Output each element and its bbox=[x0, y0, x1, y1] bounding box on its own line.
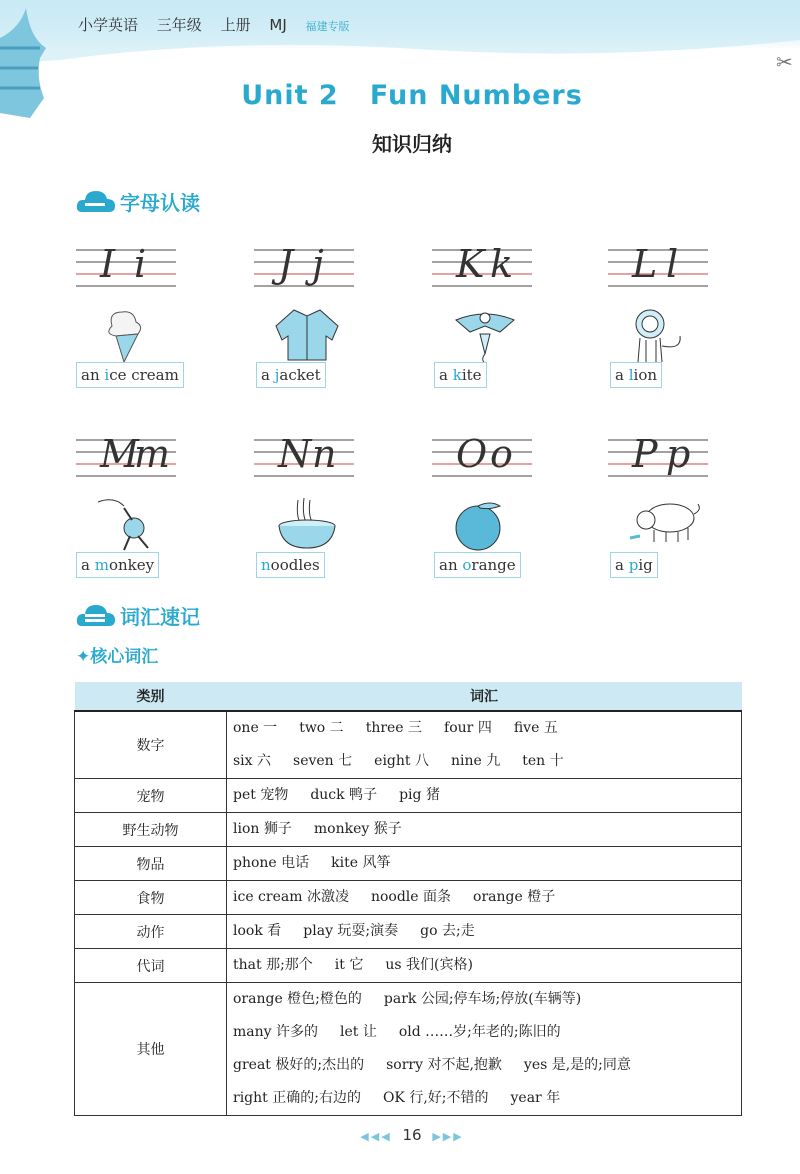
four-line-grid bbox=[76, 238, 176, 298]
vocab-line bbox=[233, 1016, 735, 1049]
section-vocab-head bbox=[76, 600, 200, 630]
ice-cream-icon bbox=[94, 306, 154, 370]
word-rest: range bbox=[471, 556, 516, 574]
word-prefix: a bbox=[81, 556, 95, 574]
vocab-table bbox=[74, 682, 742, 1116]
table-row bbox=[75, 847, 742, 881]
vocab-word: play 玩耍;演奏 bbox=[303, 923, 399, 939]
header-wave-decoration bbox=[0, 0, 800, 70]
cloud-icon bbox=[76, 602, 116, 628]
word-box bbox=[256, 552, 325, 578]
vocab-word: great 极好的;杰出的 bbox=[233, 1057, 365, 1073]
vocab-word: noodle 面条 bbox=[370, 889, 452, 905]
table-row bbox=[75, 711, 742, 779]
word-prefix: a bbox=[261, 366, 275, 384]
vocab-word: four 四 bbox=[444, 720, 492, 736]
uppercase-letter: N bbox=[278, 432, 312, 476]
vocab-word: many 许多的 bbox=[233, 1024, 318, 1040]
vocab-word: yes 是,是的;同意 bbox=[523, 1057, 631, 1073]
kite-icon bbox=[450, 306, 520, 370]
word-rest: ite bbox=[461, 366, 482, 384]
lowercase-letter: m bbox=[134, 432, 171, 476]
vocab-word: duck 鸭子 bbox=[310, 787, 378, 803]
section-letters-head bbox=[76, 186, 200, 216]
vocab-word: right 正确的;右边的 bbox=[233, 1090, 361, 1106]
lowercase-letter: n bbox=[312, 432, 337, 476]
vocab-word: seven 七 bbox=[293, 753, 353, 769]
vocab-word: pet 宠物 bbox=[233, 787, 289, 803]
vocab-cell bbox=[227, 711, 742, 779]
word-rest: ion bbox=[633, 366, 658, 384]
word-prefix: a bbox=[615, 556, 629, 574]
vocab-word: nine 九 bbox=[450, 753, 501, 769]
vocab-word: orange 橙子 bbox=[473, 889, 556, 905]
uppercase-letter: K bbox=[456, 242, 485, 286]
header-grade: 三年级 bbox=[156, 16, 202, 34]
word-box bbox=[434, 362, 487, 388]
page-number: 16 bbox=[402, 1126, 422, 1144]
page-number-footer bbox=[0, 1126, 800, 1144]
vocab-cell bbox=[227, 813, 742, 847]
prev-arrows-icon: ◀◀◀ bbox=[360, 1130, 392, 1143]
vocab-cell bbox=[227, 881, 742, 915]
table-header-row bbox=[75, 682, 742, 711]
vocab-word: that 那;那个 bbox=[233, 957, 313, 973]
vocab-word: pig 猪 bbox=[399, 787, 440, 803]
page-subtitle: 知识归纳 bbox=[372, 132, 452, 156]
word-prefix: an bbox=[439, 556, 463, 574]
category-cell: 代词 bbox=[75, 949, 227, 983]
vocab-word: sorry 对不起,抱歉 bbox=[386, 1057, 502, 1073]
vocab-word: orange 橙色;橙色的 bbox=[233, 991, 362, 1007]
header-info bbox=[78, 14, 364, 35]
word-rest: oodles bbox=[270, 556, 320, 574]
vocab-word: kite 风筝 bbox=[331, 855, 391, 871]
word-rest: onkey bbox=[108, 556, 155, 574]
lowercase-letter: p bbox=[666, 432, 691, 476]
word-rest: ce cream bbox=[109, 366, 179, 384]
vocab-word: OK 行,好;不错的 bbox=[382, 1090, 489, 1106]
jacket-icon bbox=[272, 306, 342, 366]
vocab-line bbox=[233, 881, 735, 914]
header-vocab: 词汇 bbox=[227, 682, 742, 711]
next-arrows-icon: ▶▶▶ bbox=[432, 1130, 464, 1143]
word-prefix: a bbox=[615, 366, 629, 384]
vocab-word: six 六 bbox=[233, 753, 272, 769]
header-edition: 福建专版 bbox=[305, 20, 350, 33]
vocab-word: year 年 bbox=[510, 1090, 561, 1106]
vocab-cell bbox=[227, 779, 742, 813]
uppercase-letter: M bbox=[100, 432, 139, 476]
word-highlight-letter: o bbox=[462, 556, 472, 574]
vocab-word: one 一 bbox=[233, 720, 278, 736]
four-line-grid bbox=[254, 238, 354, 298]
lowercase-letter: j bbox=[312, 242, 324, 286]
vocab-word: ice cream 冰激凌 bbox=[233, 889, 349, 905]
category-cell: 物品 bbox=[75, 847, 227, 881]
word-rest: ig bbox=[638, 556, 653, 574]
noodles-icon bbox=[272, 496, 342, 556]
lowercase-letter: l bbox=[666, 242, 679, 286]
vocab-word: go 去;走 bbox=[420, 923, 475, 939]
header-publisher: MJ bbox=[269, 16, 287, 34]
four-line-grid bbox=[608, 238, 708, 298]
vocab-word: ten 十 bbox=[522, 753, 564, 769]
vocab-line bbox=[233, 847, 735, 880]
category-cell: 宠物 bbox=[75, 779, 227, 813]
orange-icon bbox=[450, 496, 510, 556]
word-box bbox=[76, 552, 159, 578]
table-row bbox=[75, 983, 742, 1116]
vocab-word: monkey 猴子 bbox=[313, 821, 402, 837]
vocab-line bbox=[233, 1082, 735, 1115]
table-row bbox=[75, 813, 742, 847]
vocab-word: us 我们(宾格) bbox=[385, 957, 473, 973]
vocab-word: three 三 bbox=[365, 720, 423, 736]
category-cell: 食物 bbox=[75, 881, 227, 915]
table-row bbox=[75, 779, 742, 813]
vocab-word: old ……岁;年老的;陈旧的 bbox=[398, 1024, 561, 1040]
header-volume: 上册 bbox=[220, 16, 251, 34]
vocab-line bbox=[233, 745, 735, 778]
vocab-line bbox=[233, 712, 735, 745]
category-cell: 其他 bbox=[75, 983, 227, 1116]
uppercase-letter: P bbox=[632, 432, 658, 476]
vocab-word: five 五 bbox=[513, 720, 558, 736]
category-cell: 野生动物 bbox=[75, 813, 227, 847]
lion-icon bbox=[626, 306, 686, 370]
vocab-word: park 公园;停车场;停放(车辆等) bbox=[383, 991, 582, 1007]
vocab-word: let 让 bbox=[340, 1024, 377, 1040]
vocab-word: it 它 bbox=[334, 957, 364, 973]
vocab-word: eight 八 bbox=[374, 753, 429, 769]
vocab-word: phone 电话 bbox=[233, 855, 310, 871]
vocab-word: look 看 bbox=[233, 923, 282, 939]
header-category: 类别 bbox=[75, 682, 227, 711]
word-box bbox=[610, 552, 658, 578]
category-cell: 动作 bbox=[75, 915, 227, 949]
word-prefix: an bbox=[81, 366, 105, 384]
table-row bbox=[75, 949, 742, 983]
vocab-line bbox=[233, 1049, 735, 1082]
word-highlight-letter: l bbox=[628, 366, 634, 384]
category-cell: 数字 bbox=[75, 711, 227, 779]
pig-icon bbox=[626, 496, 706, 550]
vocab-line bbox=[233, 779, 735, 812]
section-vocab-title: 词汇速记 bbox=[120, 604, 200, 629]
word-highlight-letter: k bbox=[452, 366, 462, 384]
vocab-cell bbox=[227, 847, 742, 881]
table-row bbox=[75, 915, 742, 949]
word-highlight-letter: m bbox=[94, 556, 109, 574]
word-highlight-letter: n bbox=[261, 556, 271, 574]
word-box bbox=[256, 362, 326, 388]
lowercase-letter: o bbox=[490, 432, 513, 476]
scissors-icon: ✂ bbox=[776, 50, 793, 74]
uppercase-letter: L bbox=[632, 242, 658, 286]
word-highlight-letter: j bbox=[274, 366, 280, 384]
vocab-cell bbox=[227, 949, 742, 983]
unit-title: Unit 2 Fun Numbers bbox=[241, 80, 583, 111]
vocab-line bbox=[233, 813, 735, 846]
uppercase-letter: O bbox=[456, 432, 488, 476]
monkey-icon bbox=[94, 496, 154, 560]
table-row bbox=[75, 881, 742, 915]
word-rest: acket bbox=[279, 366, 321, 384]
uppercase-letter: J bbox=[278, 242, 294, 286]
vocab-line bbox=[233, 915, 735, 948]
vocab-word: lion 狮子 bbox=[233, 821, 292, 837]
vocab-word: two 二 bbox=[299, 720, 344, 736]
word-box bbox=[76, 362, 184, 388]
word-highlight-letter: i bbox=[104, 366, 110, 384]
vocab-cell bbox=[227, 983, 742, 1116]
cloud-icon bbox=[76, 188, 116, 214]
core-vocab-subtitle: ✦核心词汇 bbox=[76, 647, 159, 667]
vocab-cell bbox=[227, 915, 742, 949]
vocab-line bbox=[233, 983, 735, 1016]
four-line-grid bbox=[608, 428, 708, 488]
uppercase-letter: I bbox=[100, 242, 116, 286]
vocab-line bbox=[233, 949, 735, 982]
section-letters-title: 字母认读 bbox=[120, 190, 200, 215]
word-highlight-letter: p bbox=[628, 556, 639, 574]
word-box bbox=[610, 362, 662, 388]
header-subject: 小学英语 bbox=[78, 16, 139, 34]
lowercase-letter: i bbox=[134, 242, 147, 286]
word-box bbox=[434, 552, 521, 578]
word-prefix: a bbox=[439, 366, 453, 384]
lowercase-letter: k bbox=[490, 242, 514, 286]
